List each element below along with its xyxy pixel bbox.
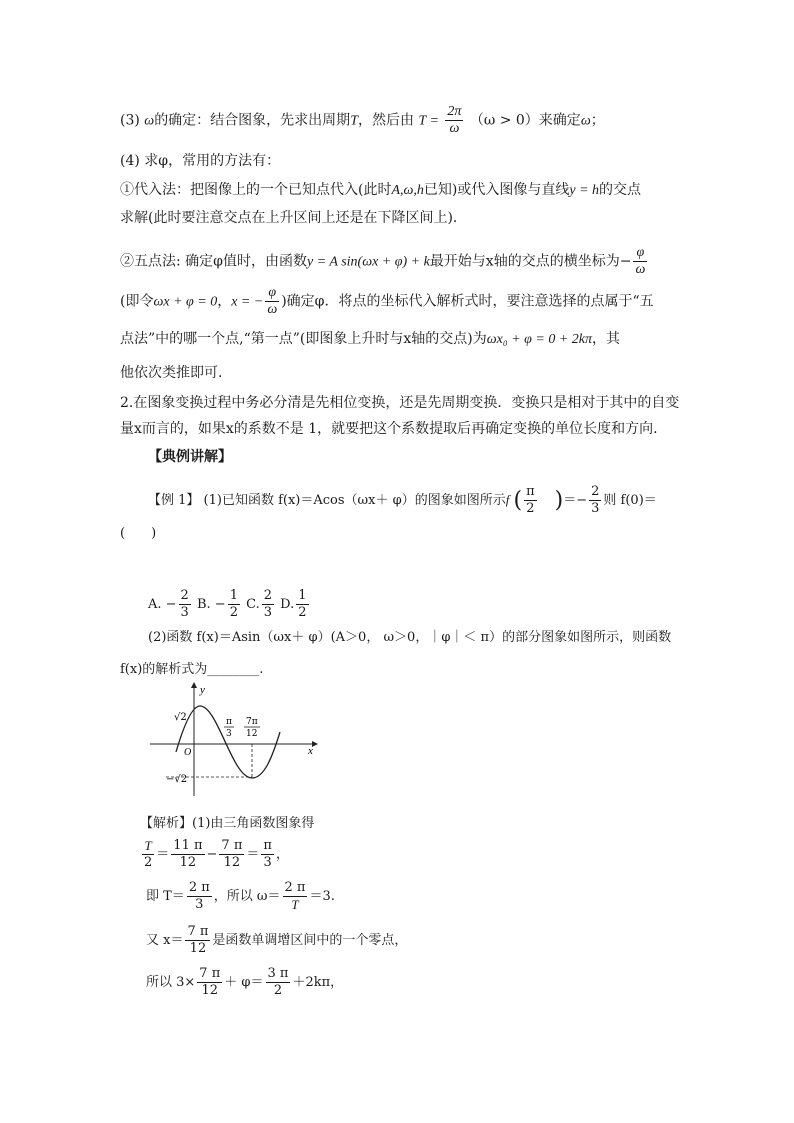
denominator: 3 <box>180 605 189 620</box>
solution-line3 <box>146 924 407 957</box>
denominator: 2 <box>229 605 238 620</box>
text: 最开始与x轴的交点的横坐标为 <box>429 253 620 270</box>
option-d: D. <box>280 597 295 612</box>
text: (1)已知函数 f(x)＝Acos（ωx＋ φ）的图象如图所示 <box>203 493 506 508</box>
x-label: x <box>308 745 313 757</box>
y-label: y <box>200 684 205 696</box>
numerator: φ <box>633 245 647 262</box>
punct: ， <box>217 293 232 310</box>
symbol-t: T <box>350 113 358 129</box>
numerator: T <box>142 838 154 855</box>
numerator: 2 π <box>188 880 210 895</box>
text: 所以 3× <box>146 975 196 990</box>
denominator: 2 <box>273 983 283 998</box>
symbols: A,ω,h <box>391 183 424 198</box>
method-five-point-line3 <box>120 328 620 348</box>
origin-label: O <box>184 747 192 758</box>
numerator: 2 <box>263 588 273 603</box>
text: 点法”中的哪一个点,“第一点”(即图象上升时与x轴的交点)为 <box>120 331 487 347</box>
option-c: C. <box>246 597 260 612</box>
denominator: 2 <box>298 605 307 620</box>
text: (即令 <box>120 293 154 310</box>
example-1-line1: 【例 1】 (1)已知函数 f(x)＝Acos（ωx＋ φ）的图象如图所示f ( $\frac{\pi}{2}$ )＝− $\frac{2}{3}$ 则 f(0)＝ <box>148 484 657 516</box>
text: 又 x＝ <box>146 933 184 948</box>
item-number: (3) <box>120 112 140 129</box>
function: y = A sin(ωx + φ) + k <box>306 254 430 270</box>
fraction-pi-2 <box>524 484 537 517</box>
para-transform-line2: 量x而言的，如果x的系数不是 1，就要把这个系数提取后再确定变换的单位长度和方向. <box>120 421 658 437</box>
method-five-point-line1 <box>120 245 649 278</box>
example-2-line1: (2)函数 f(x)＝Asin（ωx＋ φ）(A＞0， ω＞0，｜φ｜＜ π）的部分图象如图所示，则函数 <box>148 630 672 645</box>
numerator: 7 π <box>187 924 209 939</box>
minus: − <box>206 847 218 862</box>
denominator: ω <box>267 302 278 317</box>
method-substitution-line1 <box>120 179 641 199</box>
fraction-2pi-omega <box>445 104 463 137</box>
denominator: 12 <box>223 855 241 870</box>
text: 则 f(0)＝ <box>603 493 657 508</box>
denominator: ω <box>449 121 460 136</box>
numerator: π <box>526 484 535 499</box>
punct: ； <box>590 112 605 129</box>
numerator: 7 π <box>199 966 221 981</box>
options <box>148 588 311 621</box>
numerator: φ <box>265 285 279 302</box>
x-axis-arrow <box>312 741 318 747</box>
minus: − <box>619 253 632 270</box>
text: 已知)或代入图像与直线 <box>423 182 570 198</box>
example-2-line2: f(x)的解析式为________. <box>120 662 264 677</box>
denominator: 2 <box>526 501 535 516</box>
equation: ωx₀ + φ = 0 + 2kπ <box>486 332 593 347</box>
denominator: T <box>291 897 299 912</box>
denominator: 3 <box>591 501 600 516</box>
numerator: 7 π <box>221 838 243 853</box>
text: ＋2kπ， <box>292 975 344 990</box>
text: ＝3. <box>309 889 335 904</box>
pi3-den: 3 <box>226 729 232 739</box>
equation: ωx + φ = 0 <box>153 294 218 310</box>
symbol-f: f <box>505 492 510 507</box>
denominator: 3 <box>195 897 204 912</box>
symbol-omega: ω <box>580 113 591 129</box>
equals: ＝ <box>246 847 260 862</box>
denominator: 12 <box>189 941 207 956</box>
neg-sqrt2-label: −√2 <box>166 774 188 785</box>
solution-heading: 【解析】(1)由三角函数图象得 <box>140 816 315 831</box>
answer-paren: ( ) <box>120 526 157 541</box>
solution-line1 <box>140 838 289 871</box>
solution-line4 <box>146 966 343 999</box>
denominator: 12 <box>179 855 197 870</box>
denominator: 12 <box>201 983 219 998</box>
para-phi: (4) 求φ，常用的方法有： <box>120 153 281 169</box>
equals: ＝ <box>156 847 170 862</box>
text: 的确定：结合图象，先求出周期 <box>154 112 351 129</box>
equation-t: T = <box>418 113 439 129</box>
text: ＋ φ＝ <box>224 975 264 990</box>
option-b: B. − <box>196 597 226 612</box>
text: 是函数单调增区间中的一个零点， <box>212 933 408 948</box>
method-five-point-line4: 他依次类推即可. <box>120 365 223 381</box>
example-label: 【例 1】 <box>148 493 200 508</box>
punct: ， <box>275 847 289 862</box>
numerator: 3 π <box>267 966 289 981</box>
fraction-phi-omega <box>633 245 647 278</box>
equation: y = h <box>569 183 600 198</box>
para-omega <box>120 104 605 137</box>
condition: （ω > 0）来确定 <box>469 112 581 129</box>
text: )确定φ．将点的坐标代入解析式时，要注意选择的点属于“五 <box>281 293 654 310</box>
y-axis-arrow <box>191 682 197 688</box>
denominator: ω <box>635 262 646 277</box>
solution-line2 <box>146 880 335 913</box>
pi3-num: π <box>226 717 232 727</box>
numerator: 2 <box>591 484 600 499</box>
equation: x = − <box>231 294 264 310</box>
denominator: 2 <box>144 855 153 870</box>
numerator: 2 <box>180 588 189 603</box>
text: ，其 <box>592 331 621 347</box>
fraction-phi-omega <box>265 285 279 318</box>
denominator: 3 <box>263 605 273 620</box>
p712-num: 7π <box>246 717 258 727</box>
method-substitution-line2: 求解(此时要注意交点在上升区间上还是在下降区间上)． <box>120 210 467 226</box>
p712-den: 12 <box>246 729 258 739</box>
sine-graph <box>140 680 330 800</box>
para-transform-line1: 2.在图象变换过程中务必分清是先相位变换，还是先周期变换．变换只是相对于其中的自变 <box>120 395 680 411</box>
numerator: π <box>263 838 272 853</box>
equals-minus: ＝− <box>563 493 588 508</box>
text: ②五点法: 确定φ值时，由函数 <box>120 253 307 270</box>
text: 即 T＝ <box>146 889 185 904</box>
numerator: 2π <box>447 104 462 119</box>
method-five-point-line2 <box>120 285 654 318</box>
text: 的交点 <box>599 182 642 198</box>
numerator: 11 π <box>173 838 203 853</box>
numerator: 1 <box>298 588 307 603</box>
numerator: 1 <box>229 588 238 603</box>
denominator: 3 <box>263 855 272 870</box>
option-a: A. − <box>148 597 177 612</box>
text: ，然后由 <box>357 112 414 129</box>
section-heading: 【典例讲解】 <box>148 449 232 465</box>
numerator: 2 π <box>284 880 306 895</box>
text: ，所以 ω＝ <box>213 889 281 904</box>
text: ①代入法：把图像上的一个已知点代入(此时 <box>120 182 392 198</box>
symbol-omega: ω <box>144 113 155 129</box>
sqrt2-label: √2 <box>174 712 187 723</box>
fraction-2-3 <box>589 484 601 517</box>
